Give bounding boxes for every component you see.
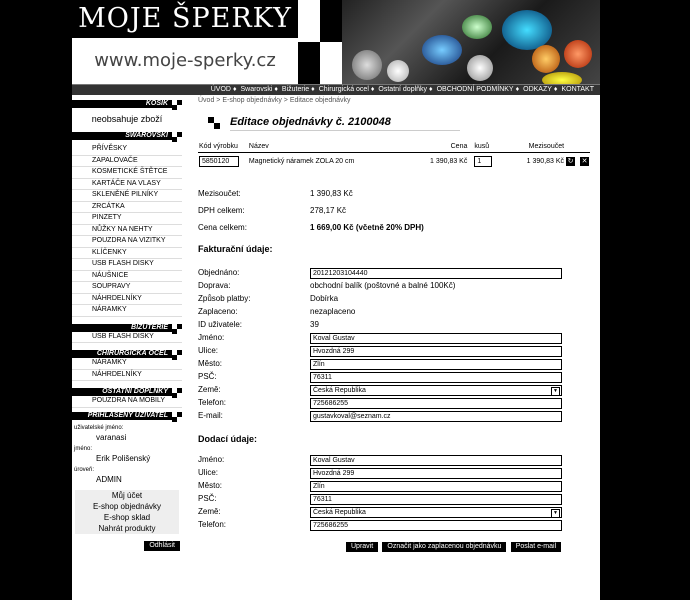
sidebar-heading-doplnky [72,388,182,396]
payment-value: Dobírka [310,294,339,303]
sidebar-item-ocel-nahrdelniky[interactable]: NÁHRDELNÍKY [72,370,182,382]
logout-button[interactable]: Odhlásit [144,541,180,551]
diamond-icon: ♦ [311,86,315,93]
sidebar-item-pilniky[interactable]: SKLENĚNÉ PILNÍKY [72,190,182,202]
user-id-value: 39 [310,320,319,329]
checker-icon [172,100,182,110]
sidebar-item-klicenky[interactable]: KLÍČENKY [72,248,182,260]
delivery-name-input[interactable]: Koval Gustav [310,455,562,466]
header [72,0,600,84]
product-subtotal: 1 390,83 Kč [526,157,565,165]
delivery-zip-input[interactable]: 76311 [310,494,562,505]
sidebar-item-zapalovace[interactable]: ZAPALOVAČE [72,156,182,168]
nav-uvod[interactable]: ÚVOD [210,86,231,93]
diamond-icon: ♦ [232,86,237,93]
heading-label: CHIRURGICKÁ OCEL [96,350,168,357]
delivery-city-input[interactable]: Zlín [310,481,562,492]
sidebar-item-bizuterie-usb[interactable]: USB FLASH DISKY [72,332,182,344]
billing-city-label: Město: [198,359,223,368]
delivery-country-select[interactable] [310,507,562,518]
billing-heading: Fakturační údaje: [198,244,273,254]
delivery-heading: Dodací údaje: [198,434,258,444]
page [72,0,600,600]
product-price: 1 390,83 Kč [429,157,468,165]
top-navigation [72,84,600,95]
sidebar-heading-bizuterie [72,324,182,332]
delivery-zip-label: PSČ: [198,494,217,503]
sidebar-item-nahrdelniky[interactable]: NÁHRDELNÍKY [72,294,182,306]
delivery-phone-label: Telefon: [198,520,227,529]
nav-swarovski[interactable]: Swarovski [240,86,273,93]
billing-name-input[interactable]: Koval Gustav [310,333,562,344]
delivery-street-input[interactable]: Hvozdná 299 [310,468,562,479]
sidebar-item-kartace[interactable]: KARTÁČE NA VLASY [72,179,182,191]
nav-obchodni-podminky[interactable]: OBCHODNÍ PODMÍNKY [436,86,514,93]
billing-zip-input[interactable]: 76311 [310,372,562,383]
mark-paid-button[interactable]: Označit jako zaplacenou objednávku [382,542,506,552]
user-id-label: ID uživatele: [198,320,243,329]
level-value: ADMIN [96,474,122,484]
total-row [198,204,588,217]
username-value: varanasi [96,432,127,442]
product-code-input[interactable]: 5850120 [199,156,239,167]
sidebar-heading-user [72,412,182,420]
diamond-icon: ♦ [553,86,558,93]
delete-icon[interactable]: ✕ [581,157,588,165]
nav-kontakt[interactable]: KONTAKT [561,86,594,93]
delivery-name-label: Jméno: [198,455,225,464]
billing-street-input[interactable]: Hvozdná 299 [310,346,562,357]
sidebar-item-usb[interactable]: USB FLASH DISKY [72,259,182,271]
billing-street-label: Ulice: [198,346,219,355]
billing-country-value: Česká Republika [313,387,366,394]
sidebar-item-pouzdra-vizitky[interactable]: POUZDRA NA VIZITKY [72,236,182,248]
delivery-country-value: Česká Republika [313,509,366,516]
sidebar-item-soupravy[interactable]: SOUPRAVY [72,282,182,294]
heading-label: SWAROVSKI [125,132,168,139]
paid-label: Zaplaceno: [198,307,238,316]
billing-phone-label: Telefon: [198,398,227,407]
sidebar-heading-swarovski [72,132,182,140]
logo-url: www.moje-sperky.cz [94,50,276,71]
subtotal-value: 1 390,83 Kč [310,189,353,198]
nav-odkazy[interactable]: ODKAZY [523,86,552,93]
refresh-icon[interactable]: ↻ [567,157,574,165]
sidebar [72,100,182,551]
chevron-down-icon: ▼ [551,509,560,518]
logo[interactable] [72,0,298,84]
nav-chirurgicka-ocel[interactable]: Chirurgická ocel [318,86,369,93]
main-content [198,96,588,552]
send-email-button[interactable]: Poslat e-mail [511,542,561,552]
menu-eshop-objednavky[interactable]: E-shop objednávky [75,501,179,512]
shipping-value: obchodní balík (poštovné a balné 100Kč) [310,281,456,290]
sidebar-item-nausnice[interactable]: NÁUŠNICE [72,271,182,283]
diamond-icon: ♦ [370,86,375,93]
shipping-label: Doprava: [198,281,231,290]
checker-icon [172,350,182,360]
name-label: jméno: [74,445,93,452]
menu-nahrat-produkty[interactable]: Nahrát produkty [75,523,179,534]
checker-icon [172,324,182,334]
sidebar-item-naramky[interactable]: NÁRAMKY [72,305,182,317]
sidebar-item-nuzky[interactable]: NŮŽKY NA NEHTY [72,225,182,237]
col-code: Kód výrobku [198,140,248,153]
checker-icon [208,117,220,129]
nav-ostatni-doplnky[interactable]: Ostatní doplňky [378,86,428,93]
heading-label: OSTATNÍ DOPLŇKY [102,388,168,395]
sidebar-item-pouzdra-mobily[interactable]: POUZDRA NA MOBILY [72,396,182,408]
col-price: Cena [421,140,474,153]
sidebar-heading-kosik [72,100,182,108]
diamond-icon: ♦ [429,86,433,93]
billing-country-label: Země: [198,385,221,394]
diamond-icon: ♦ [274,86,278,93]
name-value: Erik Polišenský [96,453,151,463]
paid-value: nezaplaceno [310,307,356,316]
payment-label: Způsob platby: [198,294,251,303]
billing-phone-input[interactable]: 725686255 [310,398,562,409]
table-row [198,153,590,170]
ordered-input[interactable]: 20121203104440 [310,268,562,279]
ordered-label: Objednáno: [198,268,240,277]
heading-label: PŘIHLÁŠENÝ UŽIVATEL [87,411,168,419]
vat-value: 278,17 Kč [310,206,347,215]
sidebar-item-privesky[interactable]: PŘÍVĚSKY [72,144,182,156]
delivery-street-label: Ulice: [198,468,219,477]
nav-bizuterie[interactable]: Bižuterie [281,86,310,93]
logo-title: MOJE ŠPERKY [72,0,298,38]
subtotal-label: Mezisoučet: [198,189,241,198]
billing-city-input[interactable]: Zlín [310,359,562,370]
col-name: Název [248,140,421,153]
sidebar-heading-ocel [72,350,182,358]
update-button[interactable]: Upravit [346,542,378,552]
heading-label: KOŠÍK [145,100,168,107]
cart-empty-text: neobsahuje zboží [91,114,163,124]
sidebar-item-ocel-naramky[interactable]: NÁRAMKY [72,358,182,370]
delivery-phone-input[interactable]: 725686255 [310,520,562,531]
vat-label: DPH celkem: [198,206,245,215]
menu-eshop-sklad[interactable]: E-shop sklad [75,512,179,523]
username-label: uživatelské jméno: [74,424,124,431]
billing-email-input[interactable]: gustavkoval@seznam.cz [310,411,562,422]
diamond-icon: ♦ [515,86,520,93]
checker-pattern [298,0,342,84]
checker-icon [172,132,182,142]
sidebar-item-zrcatka[interactable]: ZRCÁTKA [72,202,182,214]
quantity-input[interactable]: 1 [474,156,492,167]
total-row [198,187,588,200]
level-label: úroveň: [74,466,95,473]
page-title-row [198,114,588,134]
grand-total-label: Cena celkem: [198,223,247,232]
menu-muj-ucet[interactable]: Můj účet [75,490,179,501]
col-qty: kusů [473,140,511,153]
billing-name-label: Jméno: [198,333,225,342]
chevron-down-icon: ▼ [551,387,560,396]
delivery-country-label: Země: [198,507,221,516]
delivery-city-label: Město: [198,481,223,490]
checker-icon [172,412,182,422]
jewelry-banner-image [342,0,600,84]
sidebar-item-kosmeticke-stetce[interactable]: KOSMETICKÉ ŠTĚTCE [72,167,182,179]
order-items-table [198,140,590,169]
billing-country-select[interactable] [310,385,562,396]
product-name: Magnetický náramek ZOLA 20 cm [248,157,355,165]
grand-total-value: 1 669,00 Kč (včetně 20% DPH) [310,223,424,232]
billing-zip-label: PSČ: [198,372,217,381]
sidebar-item-pinzety[interactable]: PINZETY [72,213,182,225]
page-title: Editace objednávky č. 2100048 [230,116,391,128]
heading-label: BIŽUTERIE [131,323,168,331]
checker-icon [172,388,182,398]
col-subtotal: Mezisoučet [511,140,565,153]
billing-email-label: E-mail: [198,411,223,420]
breadcrumb: Úvod > E-shop objednávky > Editace objednávky [198,97,351,104]
total-row [198,221,588,234]
